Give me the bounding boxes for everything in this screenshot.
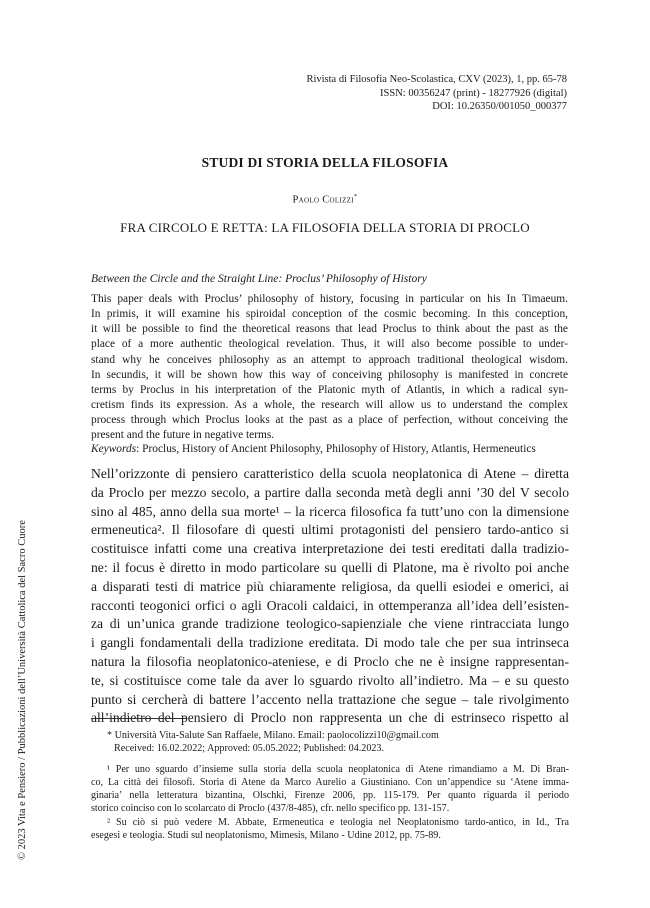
body-line: costituisce infatti come una creativa interpretazione dei testi ereditati dalla tradizio- [91, 541, 569, 557]
english-title: Between the Circle and the Straight Line: Proclus’ Philosophy of History [91, 273, 427, 285]
article-title: FRA CIRCOLO E RETTA: LA FILOSOFIA DELLA STORIA DI PROCLO [120, 220, 530, 235]
abstract-line: place of a more authentic theological revelation. Thus, it will also become possible to under- [91, 338, 568, 351]
body-line: punto si cercherà di battere l’accento nella trattazione che segue – tale rivolgimento [91, 691, 569, 707]
body-text [91, 465, 569, 728]
issn-line: ISSN: 00356247 (print) - 18277926 (digital) [380, 87, 567, 99]
body-line: racconti teogonici orfici o agli Oracoli caldaici, in ottemperanza all’idea dell’esisten- [91, 597, 569, 613]
footnote-divider [91, 718, 186, 719]
journal-header [306, 73, 567, 114]
body-line: ne: il focus è diretto in modo particolare su quelli di Platone, ma è rivolto poi anche [91, 559, 569, 575]
abstract-line: In primis, it will examine his spiroidal conception of the cosmic becoming. In this conception, [91, 308, 568, 321]
abstract [91, 292, 568, 444]
footnotes [91, 729, 569, 842]
body-line: Nell’orizzonte di pensiero caratteristico della scuola neoplatonica di Atene – diretta [91, 466, 569, 481]
received-dates: Received: 16.02.2022; Approved: 05.05.2022; Published: 04.2023. [114, 743, 384, 755]
body-line: all’indietro del pensiero di Proclo non rappresenta un che di estrinseco rispetto al [91, 710, 569, 726]
body-line: sino al 485, anno della sua morte¹ – la ricerca filosofica fa tutt’uno con la dimensione [91, 503, 569, 519]
footnote-1-line: co, La città dei filosofi. Storia di Atene da Marco Aurelio a Giustiniano. Con un’appendice su ‘Atene imma- [91, 776, 569, 788]
abstract-line: cretism finds its expression. As a whole, the research will allow us to understand the complex [91, 399, 568, 412]
author-name: Paolo Colizzi [292, 194, 354, 206]
footnote-2-line: esegesi e teologia. Studi sul neoplatonismo, Mimesis, Milano - Udine 2012, pp. 75-89. [91, 830, 441, 842]
body-line: za di un’unica grande tradizione teologico-sapienziale che viene rintracciata lungo [91, 616, 569, 632]
author-line [0, 193, 650, 206]
journal-citation: Rivista di Filosofia Neo-Scolastica, CXV (2023), 1, pp. 65-78 [306, 74, 567, 85]
author-footnote-mark: * [353, 193, 358, 200]
footnote-1-line: ¹ Per uno sguardo d’insieme sulla storia della scuola neoplatonica di Atene rimandiamo a M. Di Bran- [107, 763, 569, 775]
section-title: STUDI DI STORIA DELLA FILOSOFIA [201, 155, 449, 170]
body-line: da Proclo per mezzo secolo, a partire dalla seconda metà degli anni ’30 del V secolo [91, 484, 569, 500]
copyright-sidebar: © 2023 Vita e Pensiero / Pubblicazioni dell’Università Cattolica del Sacro Cuore [17, 520, 28, 860]
affiliation-footnote: * Università Vita-Salute San Raffaele, Milano. Email: paolocolizzi10@gmail.com [107, 730, 439, 741]
keywords-list: : Proclus, History of Ancient Philosophy, Philosophy of History, Atlantis, Hermeneutics [136, 443, 536, 455]
abstract-line: stand why he conceives philosophy as an attempt to approach traditional theological wisdom. [91, 353, 568, 366]
body-line: a disparati testi di matrice più chiaramente religiosa, da quelli esiodei e omerici, ai [91, 578, 569, 594]
body-line: ermeneutica². Il filosofare di questi ultimi protagonisti del pensiero tardo-antico si [91, 522, 569, 538]
body-line: natura la filosofia neoplatonico-ateniese, e di Proclo che ne è insigne rappresentan- [91, 653, 569, 669]
body-line: i gangli fondamentali della tradizione ereditata. Di modo tale che per sua intrinseca [91, 635, 569, 651]
doi-line: DOI: 10.26350/001050_000377 [432, 101, 567, 113]
abstract-line: present and the future in negative terms. [91, 429, 275, 442]
keywords-label: Keywords [91, 443, 137, 455]
abstract-line: terms by Proclus in his interpretation of the Platonic myth of Atlantis, in which a radical syn- [91, 383, 568, 396]
abstract-line: it will be possible to find the theoretical reasons that lead Proclus to think about the past as the [91, 323, 568, 336]
abstract-line: In secundis, it will be shown how this way of conceiving philosophy is manifested in concrete [91, 368, 568, 381]
keywords [91, 442, 568, 456]
footnote-2-line: ² Su ciò si può vedere M. Abbate, Ermeneutica e teologia nel Neoplatonismo tardo-antico, in Id., Tra [107, 816, 569, 828]
body-line: te, si costituisce come tale da aver lo sguardo rivolto all’indietro. Ma – e su questo [91, 672, 569, 688]
abstract-line: process through which Proclus looks at the past as a place of perfection, without conceiving the [91, 414, 568, 427]
footnote-1-line: storico coinciso con lo scolarcato di Proclo (437/8-485), cfr. nello specifico pp. 131-157. [91, 803, 450, 815]
footnote-1-line: ginaria’ nella letteratura bizantina, Olschki, Firenze 2006, pp. 115-179. Per quanto riguarda il periodo [91, 790, 569, 802]
abstract-line: This paper deals with Proclus’ philosophy of history, focusing in particular on his In Timaeum. [91, 293, 568, 305]
